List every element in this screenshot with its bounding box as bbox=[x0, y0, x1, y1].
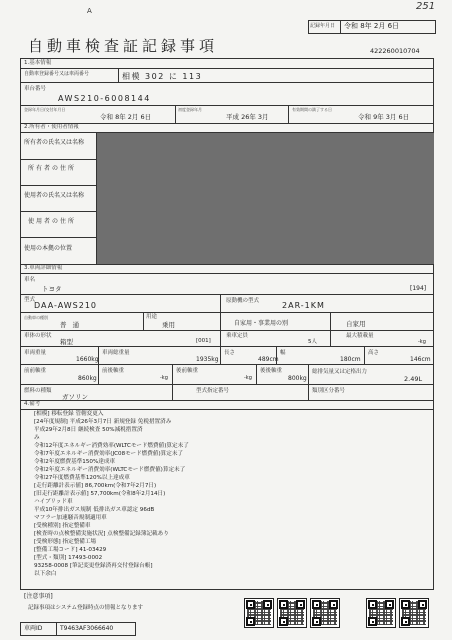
height-value: 146cm bbox=[410, 356, 431, 363]
chassis-value: AWS210-6008144 bbox=[58, 94, 151, 103]
remark-line: [型式・類別] 17493-0002 bbox=[34, 555, 103, 561]
vehicle-id-value: T9463AF3066640 bbox=[60, 625, 114, 632]
rear-front-axle-value: -kg bbox=[244, 375, 252, 381]
first-reg-value: 平成 26年 3月 bbox=[226, 113, 269, 121]
record-date-value: 令和 8年 2月 6日 bbox=[344, 22, 400, 30]
user-address-label: 使用者の住所 bbox=[28, 218, 77, 225]
remark-line: [受検種別] 指定整備車 bbox=[34, 523, 91, 529]
gross-weight-value: 1935kg bbox=[196, 356, 219, 363]
vehicle-id-label: 車両ID bbox=[24, 625, 43, 632]
width-value: 180cm bbox=[340, 356, 361, 363]
remark-line: 令和12年度エネルギー消費効率(WLTCモード燃費値)算定未了 bbox=[34, 443, 189, 449]
fuel-label: 燃料の種類 bbox=[24, 388, 52, 394]
rear-rear-axle-label: 後後軸重 bbox=[260, 368, 283, 374]
model-label: 型式 bbox=[24, 297, 36, 303]
section2-heading: 2.所有者・使用者情報 bbox=[24, 124, 79, 130]
fuel-value: ガソリン bbox=[62, 393, 88, 401]
displacement-value: 2.49L bbox=[404, 375, 423, 383]
class-number-label: 類別区分番号 bbox=[312, 388, 346, 394]
remark-line: 令和2年度燃費基準150%達成車 bbox=[34, 459, 116, 465]
remark-line: 平成10年排出ガス規制 低排出ガス車認定 96dB bbox=[34, 507, 155, 513]
notes-text: 記録事項はシステム登録時点の情報となります bbox=[28, 605, 143, 611]
owner-address-label: 所有者の住所 bbox=[28, 165, 77, 172]
qr-code-4 bbox=[366, 598, 396, 628]
remark-line: [相模] 移転登録 管轄変更入 bbox=[34, 411, 104, 417]
record-date-label: 記録年月日 bbox=[310, 23, 336, 29]
qr-code-1 bbox=[244, 598, 274, 628]
remark-line: [走行距離計表示値] 86,700km(令和7年2月7日) bbox=[34, 483, 157, 489]
private-label: 自家用・事業用の別 bbox=[234, 320, 289, 327]
reg-number-value: 相模 302 に 113 bbox=[122, 72, 203, 81]
expiry-label: 有効期間の満了する日 bbox=[292, 107, 332, 112]
length-value: 489cm bbox=[258, 356, 279, 363]
section3-heading: 3.車両詳細情報 bbox=[24, 265, 63, 271]
width-label: 幅 bbox=[280, 350, 286, 356]
corner-note: 251 bbox=[416, 1, 436, 12]
section4-heading: 4.備考 bbox=[24, 401, 41, 407]
qr-code-2 bbox=[277, 598, 307, 628]
top-mark: A bbox=[87, 7, 92, 15]
engine-value: 2AR-1KM bbox=[282, 301, 325, 310]
use-label: 用途 bbox=[146, 314, 158, 320]
page-title: 自動車検査証記録事項 bbox=[28, 37, 219, 55]
private-value: 自家用 bbox=[346, 320, 366, 328]
remark-line: 93258-0008 [筆記変更登録済再交付登録台帳] bbox=[34, 563, 153, 569]
reg-number-label: 自動車登録番号又は車両番号 bbox=[24, 71, 90, 77]
base-location-label: 使用の本拠の位置 bbox=[24, 245, 73, 252]
qr-code-3 bbox=[310, 598, 340, 628]
maker-code: [194] bbox=[410, 285, 427, 292]
length-label: 長さ bbox=[224, 350, 236, 356]
kind-label: 自動車の種別 bbox=[24, 315, 48, 320]
shape-label: 車体の形状 bbox=[24, 333, 52, 339]
engine-label: 原動機の型式 bbox=[226, 298, 260, 304]
expiry-value: 令和 9年 3月 6日 bbox=[358, 113, 410, 121]
maxload-label: 最大積載量 bbox=[346, 333, 374, 339]
document-number: 422260010704 bbox=[370, 47, 420, 55]
gross-weight-label: 車両総重量 bbox=[102, 350, 130, 356]
remark-line: [旧走行距離計表示値] 57,700km(令和8年2月14日) bbox=[34, 491, 166, 497]
remark-line: 令和7年度エネルギー消費効率(JC08モード燃費値)算定未了 bbox=[34, 451, 184, 457]
remark-line: [受検形態] 指定整備工場 bbox=[34, 539, 97, 545]
maker-value: トヨタ bbox=[42, 285, 62, 293]
qr-code-5 bbox=[399, 598, 429, 628]
remark-line: 平成29年2月8日 継続検査 50%減税措置済 bbox=[34, 427, 143, 433]
capacity-label: 乗車定員 bbox=[226, 333, 249, 339]
front-rear-axle-label: 前後軸重 bbox=[102, 368, 125, 374]
remark-line: 令和2年度エネルギー消費効率(WLTCモード燃費値)算定未了 bbox=[34, 467, 186, 473]
remark-line: ハイブリッド車 bbox=[34, 499, 73, 505]
model-value: DAA-AWS210 bbox=[34, 301, 98, 310]
shape-code: [001] bbox=[196, 338, 211, 344]
height-label: 高さ bbox=[368, 350, 380, 356]
weight-label: 車両重量 bbox=[24, 350, 47, 356]
weight-value: 1660kg bbox=[76, 356, 99, 363]
redacted-owner-info bbox=[97, 133, 434, 264]
shape-value: 箱型 bbox=[60, 338, 73, 346]
chassis-label: 車台番号 bbox=[24, 86, 47, 92]
first-reg-label: 初度登録年月 bbox=[178, 107, 202, 112]
valid-date-value: 令和 8年 2月 6日 bbox=[100, 113, 152, 121]
user-name-label: 使用者の氏名又は名称 bbox=[24, 192, 85, 199]
remark-line: 以下余白 bbox=[34, 571, 57, 577]
type-number-label: 型式指定番号 bbox=[196, 388, 230, 394]
maker-label: 車名 bbox=[24, 277, 36, 283]
rear-front-axle-label: 後前軸重 bbox=[176, 368, 199, 374]
owner-name-label: 所有者の氏名又は名称 bbox=[24, 139, 85, 146]
rear-rear-axle-value: 800kg bbox=[288, 375, 307, 382]
remark-line: [検査時の点検整備実施状況] 点検整備記録簿記載あり bbox=[34, 531, 169, 537]
remark-line: [整備工場コード] 41-03429 bbox=[34, 547, 107, 553]
use-value: 乗用 bbox=[162, 321, 175, 329]
section1-heading: 1.基本情報 bbox=[24, 60, 52, 66]
valid-date-label: 登録年月日/交付年月日 bbox=[24, 107, 66, 112]
front-rear-axle-value: -kg bbox=[160, 375, 168, 381]
remark-line: マフラー加速騒音規制適用車 bbox=[34, 515, 107, 521]
remarks-list bbox=[34, 412, 334, 584]
remark-line: 令和27年度燃費基準120%以上達成車 bbox=[34, 475, 130, 481]
remark-line: [24年度規制] 平成26年3月7日 新規登録 免税措置済み bbox=[34, 419, 172, 425]
notes-heading: [注意事項] bbox=[24, 593, 53, 600]
displacement-label: 総排気量又は定格出力 bbox=[312, 369, 368, 375]
kind-value: 普 通 bbox=[60, 321, 82, 329]
front-front-axle-value: 860kg bbox=[78, 375, 97, 382]
capacity-value: 5人 bbox=[308, 339, 317, 345]
front-front-axle-label: 前前軸重 bbox=[24, 368, 47, 374]
maxload-value: -kg bbox=[418, 339, 426, 345]
remark-line: み bbox=[34, 435, 40, 441]
